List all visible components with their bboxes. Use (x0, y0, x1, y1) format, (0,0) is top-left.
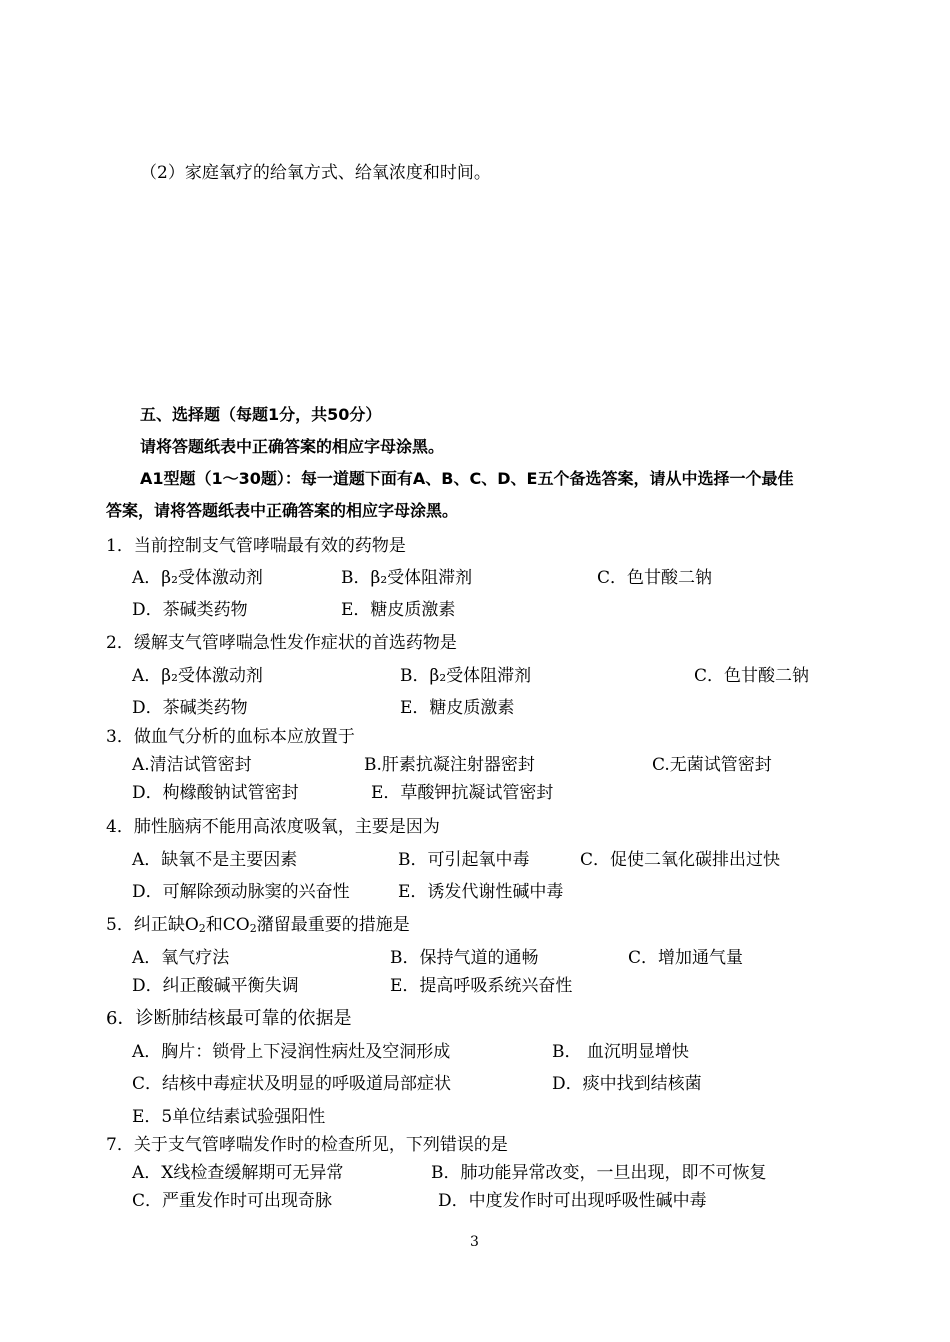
q3-option-b: B.肝素抗凝注射器密封 (364, 755, 535, 775)
q4-option-a: A．缺氧不是主要因素 (132, 850, 298, 870)
q4-option-e: E．诱发代谢性碱中毒 (398, 882, 564, 902)
q7-option-c: C．严重发作时可出现奇脉 (132, 1191, 333, 1211)
a1-instruction-line2: 答案，请将答题纸表中正确答案的相应字母涂黑。 (106, 501, 459, 520)
question-1-stem: 1．当前控制支气管哮喘最有效的药物是 (106, 536, 406, 556)
q5-option-b: B．保持气道的通畅 (390, 948, 539, 968)
q6-option-b: B． 血沉明显增快 (552, 1042, 689, 1062)
section-instruction: 请将答题纸表中正确答案的相应字母涂黑。 (140, 437, 445, 456)
q1-option-e: E．糖皮质激素 (341, 600, 456, 620)
q5-sub-1: 2 (198, 922, 206, 935)
question-3-stem: 3．做血气分析的血标本应放置于 (106, 727, 355, 747)
q4-option-c: C．促使二氧化碳排出过快 (580, 850, 781, 870)
page-number: 3 (470, 1234, 479, 1250)
q5-stem-b: 和CO (205, 915, 250, 935)
q5-option-a: A．氧气疗法 (132, 948, 230, 968)
q1-option-a: A．β₂受体激动剂 (132, 568, 263, 588)
q2-option-b: B．β₂受体阻滞剂 (400, 666, 532, 686)
q4-option-b: B．可引起氧中毒 (398, 850, 530, 870)
q2-option-a: A．β₂受体激动剂 (132, 666, 263, 686)
q6-option-e: E．5单位结素试验强阳性 (132, 1107, 326, 1127)
question-2-stem: 2．缓解支气管哮喘急性发作症状的首选药物是 (106, 633, 457, 653)
q3-option-e: E．草酸钾抗凝试管密封 (371, 783, 554, 803)
q6-option-c: C．结核中毒症状及明显的呼吸道局部症状 (132, 1074, 452, 1094)
q2-option-e: E．糖皮质激素 (400, 698, 515, 718)
q7-option-d: D．中度发作时可出现呼吸性碱中毒 (438, 1191, 707, 1211)
q1-option-b: B．β₂受体阻滞剂 (341, 568, 473, 588)
question-6-stem: 6．诊断肺结核最可靠的依据是 (106, 1008, 352, 1029)
q6-option-a: A．胸片：锁骨上下浸润性病灶及空洞形成 (132, 1042, 451, 1062)
q5-option-e: E．提高呼吸系统兴奋性 (390, 976, 573, 996)
intro-line: （2）家庭氧疗的给氧方式、给氧浓度和时间。 (140, 163, 491, 183)
q5-stem-c: 潴留最重要的措施是 (256, 915, 410, 935)
a1-instruction-line1: A1型题（1～30题）：每一道题下面有A、B、C、D、E五个备选答案，请从中选择一个最佳 (140, 469, 794, 488)
question-7-stem: 7．关于支气管哮喘发作时的检查所见，下列错误的是 (106, 1135, 508, 1155)
q5-sub-2: 2 (249, 922, 257, 935)
q5-option-d: D．纠正酸碱平衡失调 (132, 976, 299, 996)
q3-option-d: D．枸橼酸钠试管密封 (132, 783, 299, 803)
q2-option-d: D．茶碱类药物 (132, 698, 248, 718)
q3-option-a: A.清洁试管密封 (132, 755, 252, 775)
question-5-stem (106, 910, 410, 935)
q6-option-d: D．痰中找到结核菌 (552, 1074, 702, 1094)
q4-option-d: D．可解除颈动脉窦的兴奋性 (132, 882, 350, 902)
q1-option-d: D．茶碱类药物 (132, 600, 248, 620)
q7-option-a: A．X线检查缓解期可无异常 (132, 1163, 344, 1183)
q5-stem-a: 5．纠正缺O (106, 915, 199, 935)
q7-option-b: B．肺功能异常改变，一旦出现，即不可恢复 (431, 1163, 767, 1183)
section-title: 五、选择题（每题1分，共50分） (140, 405, 382, 424)
q5-option-c: C．增加通气量 (628, 948, 744, 968)
question-4-stem: 4．肺性脑病不能用高浓度吸氧，主要是因为 (106, 817, 440, 837)
q1-option-c: C．色甘酸二钠 (597, 568, 713, 588)
q3-option-c: C.无菌试管密封 (652, 755, 772, 775)
q2-option-c: C．色甘酸二钠 (694, 666, 810, 686)
